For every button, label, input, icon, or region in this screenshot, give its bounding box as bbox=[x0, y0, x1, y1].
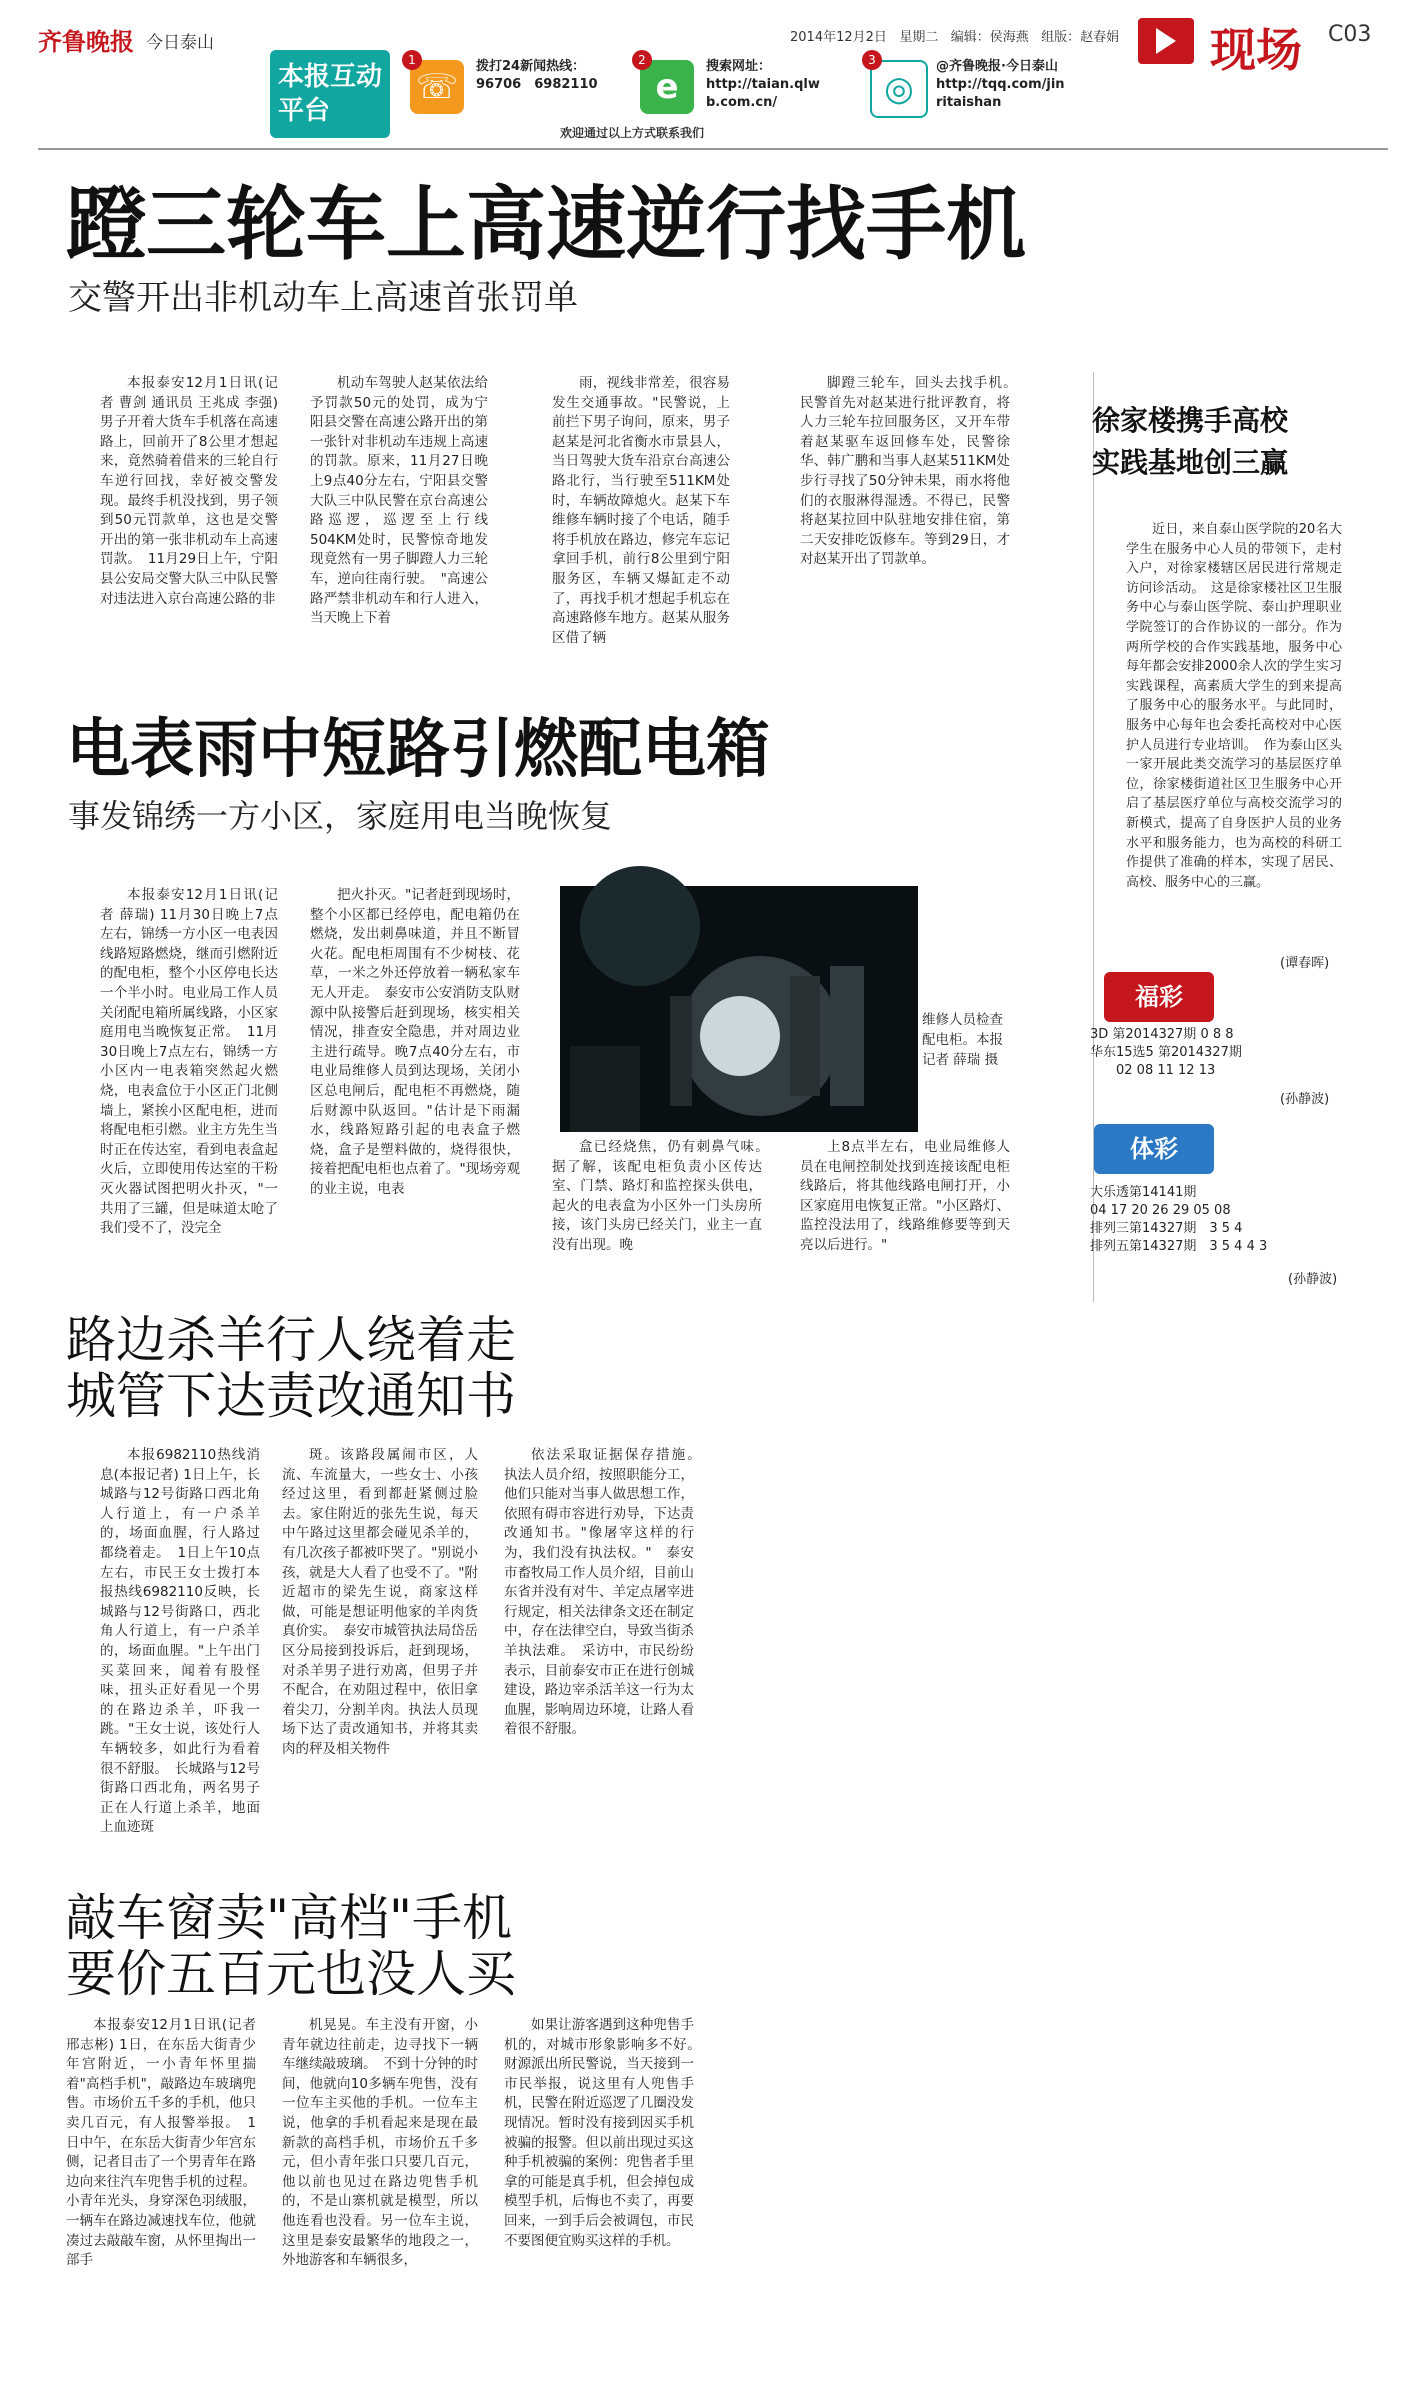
article2-photo-caption: 维修人员检查配电柜。本报记者 薛瑞 摄 bbox=[922, 1012, 1003, 1068]
article1-column-3: 雨，视线非常差，很容易发生交通事故。"民警说，上前拦下男子询问，原来，男子赵某是河北省衡水市景县人，当日驾驶大货车沿京台高速公路北行，当行驶至511KM处时，车辆故障熄火。赵某下车维修车辆时接了个电话，随手将手机放在路边，修完车忘记拿回手机，前行8公里到宁阳服务区，车辆又爆缸走不动了，再找手机才想起手机忘在高速路修车地方。赵某从服务区借了辆 bbox=[552, 375, 730, 646]
platform-item-weibo[interactable] bbox=[870, 54, 1100, 122]
issue-date: 2014年12月2日 bbox=[790, 30, 887, 45]
article4-title-line2: 要价五百元也没人买 bbox=[66, 1945, 516, 2003]
article3-title-line1: 路边杀羊行人绕着走 bbox=[66, 1311, 516, 1369]
platform-item-hotline[interactable] bbox=[410, 54, 620, 122]
issue-weekday: 星期二 bbox=[899, 30, 939, 45]
section-mark-icon bbox=[1138, 18, 1194, 64]
platform-text: 搜索网址： http://taian.qlw b.com.cn/ bbox=[706, 59, 820, 110]
article2-photo bbox=[560, 886, 918, 1132]
article1-column-1: 本报泰安12月1日讯(记者 曹剑 通讯员 王兆成 李强) 男子开着大货车手机落在高速路上，回前开了8公里才想起来，竟然骑着借来的三轮自行车逆行回找，幸好被交警发现。最终手机没找到，男子领到50元罚款单，这也是交警开出的第一张非机动车上高速罚款。 11月29日上午，宁阳县公安局交警大队三中队民警对违法进入京台高速公路的非 bbox=[100, 375, 278, 607]
platform-badge: 2 bbox=[632, 50, 652, 70]
fucai-credit: (孙静波) bbox=[1280, 1092, 1330, 1107]
fucai-logo: 福彩 bbox=[1104, 972, 1214, 1022]
article4-column-3: 如果让游客遇到这种兜售手机的，对城市形象影响多不好。 财源派出所民警说，当天接到一市民举报，说这里有人兜售手机，民警在附近巡逻了几圈没发现情况。暂时没有接到因买手机被骗的报警。但以前出现过买这种手机被骗的案例：兜售者手里拿的可能是真手机，但会掉包成模型手机，后悔也不卖了，再要回来，一到手后会被调包，市民不要图便宜购买这样的手机。 bbox=[504, 2017, 708, 2249]
article3-column-1: 本报6982110热线消息(本报记者) 1日上午，长城路与12号街路口西北角人行道上，有一户杀羊的，场面血腥，行人路过都绕着走。 1日上午10点左右，市民王女士拨打本报热线6982110反映，长城路与12号街路口，西北角人行道上，有一户杀羊的，场面血腥。"上午出门买菜回来，闻着有股怪味，扭头正好看见一个男的在路边杀羊，吓我一跳。"王女士说，该处行人车辆较多，如此行为看着很不舒服。 长城路与12号街路口西北角，两名男子正在人行道上杀羊，地面上血迹斑 bbox=[100, 1447, 260, 1836]
ticai-results: 大乐透第14141期 04 17 20 26 29 05 08 排列三第14327期 3 5 4 排列五第14327期 3 5 4 4 3 bbox=[1090, 1185, 1268, 1254]
sidebar1-title-line2: 实践基地创三赢 bbox=[1092, 446, 1289, 479]
browser-icon: e bbox=[640, 60, 694, 114]
article2-column-3: 盒已经烧焦，仍有刺鼻气味。 据了解，该配电柜负责小区传达室、门禁、路灯和监控探头供电，起火的电表盒为小区外一门头房所接，该门头房已经关门，业主一直没有出现。晚 bbox=[552, 1139, 776, 1253]
page-number: C03 bbox=[1328, 22, 1372, 47]
fucai-results: 3D 第2014327期 0 8 8 华东15选5 第2014327期 02 08 11 12 13 bbox=[1090, 1027, 1242, 1078]
article2-subtitle: 事发锦绣一方小区，家庭用电当晚恢复 bbox=[68, 797, 613, 835]
platform-text: @齐鲁晚报·今日泰山 http://tqq.com/jin ritaishan bbox=[936, 59, 1065, 110]
article1-subtitle: 交警开出非机动车上高速首张罚单 bbox=[68, 278, 578, 318]
platform-title: 本报互动平台 bbox=[270, 50, 390, 138]
weibo-icon: ◎ bbox=[870, 60, 928, 118]
interactive-platform bbox=[230, 48, 1110, 140]
article1-title: 蹬三轮车上高速逆行找手机 bbox=[66, 177, 1026, 271]
platform-badge: 3 bbox=[862, 50, 882, 70]
platform-footer: 欢迎通过以上方式联系我们 bbox=[560, 126, 705, 140]
article2-column-2: 把火扑灭。"记者赶到现场时，整个小区都已经停电，配电箱仍在燃烧，发出刺鼻味道，并且不断冒火花。配电柜周围有不少树枝、花草，一米之外还停放着一辆私家车无人开走。 泰安市公安消防支队财源中队接警后赶到现场，核实相关情况，排查安全隐患，并对周边业主进行疏导。晚7点40分左右，市电业局维修人员到达现场，关闭小区总电闸后，配电柜不再燃烧，随后财源中队返回。"估计是下雨漏水，线路短路引起的电表盒子燃烧，盒子是塑料做的，烧得很快，接着把配电柜也点着了。"现场旁观的业主说，电表 bbox=[310, 887, 520, 1197]
article4-title bbox=[66, 1890, 516, 2002]
header-rule bbox=[38, 148, 1388, 150]
article1-column-4: 脚蹬三轮车，回头去找手机。 民警首先对赵某进行批评教育，将人力三轮车拉回服务区，又开车带着赵某驱车返回修车处，民警徐华、韩广鹏和当事人赵某511KM处步行寻找了50分钟未果，雨水将他们的衣服淋得湿透。不得已，民警将赵某拉回中队驻地安排住宿，第二天安排吃饭修车。等到29日，才对赵某开出了罚款单。 bbox=[800, 375, 1024, 568]
ticai-credit: (孙静波) bbox=[1288, 1272, 1338, 1287]
article2-column-4: 上8点半左右，电业局维修人员在电闸控制处找到连接该配电柜线路后，将其他线路电闸打开，小区家庭用电恢复正常。"小区路灯、监控没法用了，线路维修要等到天亮以后进行。" bbox=[800, 1139, 1010, 1253]
platform-text: 拨打24新闻热线： 96706 6982110 bbox=[476, 59, 598, 92]
article4-column-2: 机晃晃。车主没有开窗，小青年就边往前走，边寻找下一辆车继续敲玻璃。 不到十分钟的时间，他就向10多辆车兜售，没有一位车主买他的手机。一位车主说，他拿的手机看起来是现在最新款的高档手机，市场价五千多元，但小青年张口只要几百元，他以前也见过在路边兜售手机的，不是山寨机就是模型，所以他连看也没看。另一位车主说，这里是泰安最繁华的地段之一，外地游客和车辆很多， bbox=[282, 2017, 478, 2269]
article3-title bbox=[66, 1312, 516, 1424]
edition-name: 今日泰山 bbox=[146, 33, 214, 53]
phone-icon: ☏ bbox=[410, 60, 464, 114]
sidebar1-body: 近日，来自泰山医学院的20名大学生在服务中心人员的带领下，走村入户，对徐家楼辖区居民进行常规走访问诊活动。 这是徐家楼社区卫生服务中心与泰山医学院、泰山护理职业学院签订的合作协议的一部分。作为两所学校的合作实践基地，服务中心每年都会安排2000余人次的学生实习实践课程，高素质大学生的到来提高了服务中心的服务水平。与此同时，服务中心每年也会委托高校对中心医护人员进行专业培训。 作为泰山区头一家开展此类交流学习的基层医疗单位，徐家楼街道社区卫生服务中心开启了基层医疗单位与高校交流学习的新模式，提高了自身医护人员的业务水平和服务能力，也为高校的科研工作提供了准确的样本，实现了居民、高校、服务中心的三赢。 bbox=[1126, 522, 1342, 890]
article2-title: 电表雨中短路引燃配电箱 bbox=[66, 712, 770, 787]
ticai-logo: 体彩 bbox=[1094, 1124, 1214, 1174]
sidebar1-title-line1: 徐家楼携手高校 bbox=[1092, 404, 1289, 437]
article2-column-1: 本报泰安12月1日讯(记者 薛瑞) 11月30日晚上7点左右，锦绣一方小区一电表因线路短路燃烧，继而引燃附近的配电柜，整个小区停电长达一个半小时。电业局工作人员关闭配电箱所属线路，小区家庭用电当晚恢复正常。 11月30日晚上7点左右，锦绣一方小区内一电表箱突然起火燃烧，电表盒位于小区正门北侧墙上，紧挨小区配电柜，进而将配电柜引燃。业主方先生当时正在传达室，看到电表盒起火后，立即使用传达室的干粉灭火器试图把明火扑灭，"一共用了三罐，但是味道太呛了我们受不了，没完全 bbox=[100, 887, 278, 1237]
platform-badge: 1 bbox=[402, 50, 422, 70]
section-name: 现场 bbox=[1210, 23, 1302, 77]
newspaper-brand: 齐鲁晚报 bbox=[38, 27, 134, 56]
article4-title-line1: 敲车窗卖"高档"手机 bbox=[66, 1889, 512, 1947]
platform-item-website[interactable] bbox=[640, 54, 850, 122]
sidebar1-title bbox=[1092, 400, 1352, 484]
article3-column-3: 依法采取证据保存措施。 执法人员介绍，按照职能分工，他们只能对当事人做思想工作，依照有碍市容进行劝导，下达责改通知书。"像屠宰这样的行为，我们没有执法权。" 泰安市畜牧局工作人员介绍，目前山东省并没有对牛、羊定点屠宰进行规定，相关法律条文还在制定中，存在法律空白，导致当街杀羊执法难。 采访中，市民纷纷表示，目前泰安市正在进行创城建设，路边宰杀活羊这一行为太血腥，影响周边环境，让路人看着很不舒服。 bbox=[504, 1447, 708, 1738]
article4-column-1: 本报泰安12月1日讯(记者 邢志彬) 1日，在东岳大街青少年宫附近，一小青年怀里揣着"高档手机"，敲路边车玻璃兜售。市场价五千多的手机，他只卖几百元，有人报警举报。 1日中午，在东岳大街青少年宫东侧，记者目击了一个男青年在路边向来往汽车兜售手机的过程。小青年光头，身穿深色羽绒服，一辆车在路边减速找车位，他就凑过去敲敲车窗，从怀里掏出一部手 bbox=[66, 2017, 256, 2269]
layout-editor-name: 组版：赵春娟 bbox=[1041, 30, 1120, 45]
section-banner bbox=[1138, 10, 1378, 77]
article3-column-2: 斑。该路段属闹市区，人流、车流量大，一些女士、小孩经过这里，看到都赶紧侧过脸去。家住附近的张先生说，每天中午路过这里都会碰见杀羊的，有几次孩子都被吓哭了。"别说小孩，就是大人看了也受不了。"附近超市的梁先生说，商家这样做，可能是想证明他家的羊肉货真价实。 泰安市城管执法局岱岳区分局接到投诉后，赶到现场，对杀羊男子进行劝离，但男子并不配合，在劝阻过程中，依旧拿着尖刀，分割羊肉。执法人员现场下达了责改通知书，并将其卖肉的秤及相关物件 bbox=[282, 1447, 478, 1757]
article1-column-2: 机动车驾驶人赵某依法给予罚款50元的处罚，成为宁阳县交警在高速公路开出的第一张针对非机动车违规上高速的罚款。原来，11月27日晚上9点40分左右，宁阳县交警大队三中队民警在京台高速公路巡逻，巡逻至上行线504KM处时，民警惊奇地发现竟然有一男子脚蹬人力三轮车，逆向往南行驶。 "高速公路严禁非机动车和行人进入，当天晚上下着 bbox=[310, 375, 488, 627]
sidebar1-credit: (谭春晖) bbox=[1280, 956, 1330, 971]
issue-meta bbox=[790, 26, 1119, 45]
article3-title-line2: 城管下达责改通知书 bbox=[66, 1367, 516, 1425]
editor-name: 编辑：侯海燕 bbox=[950, 30, 1029, 45]
